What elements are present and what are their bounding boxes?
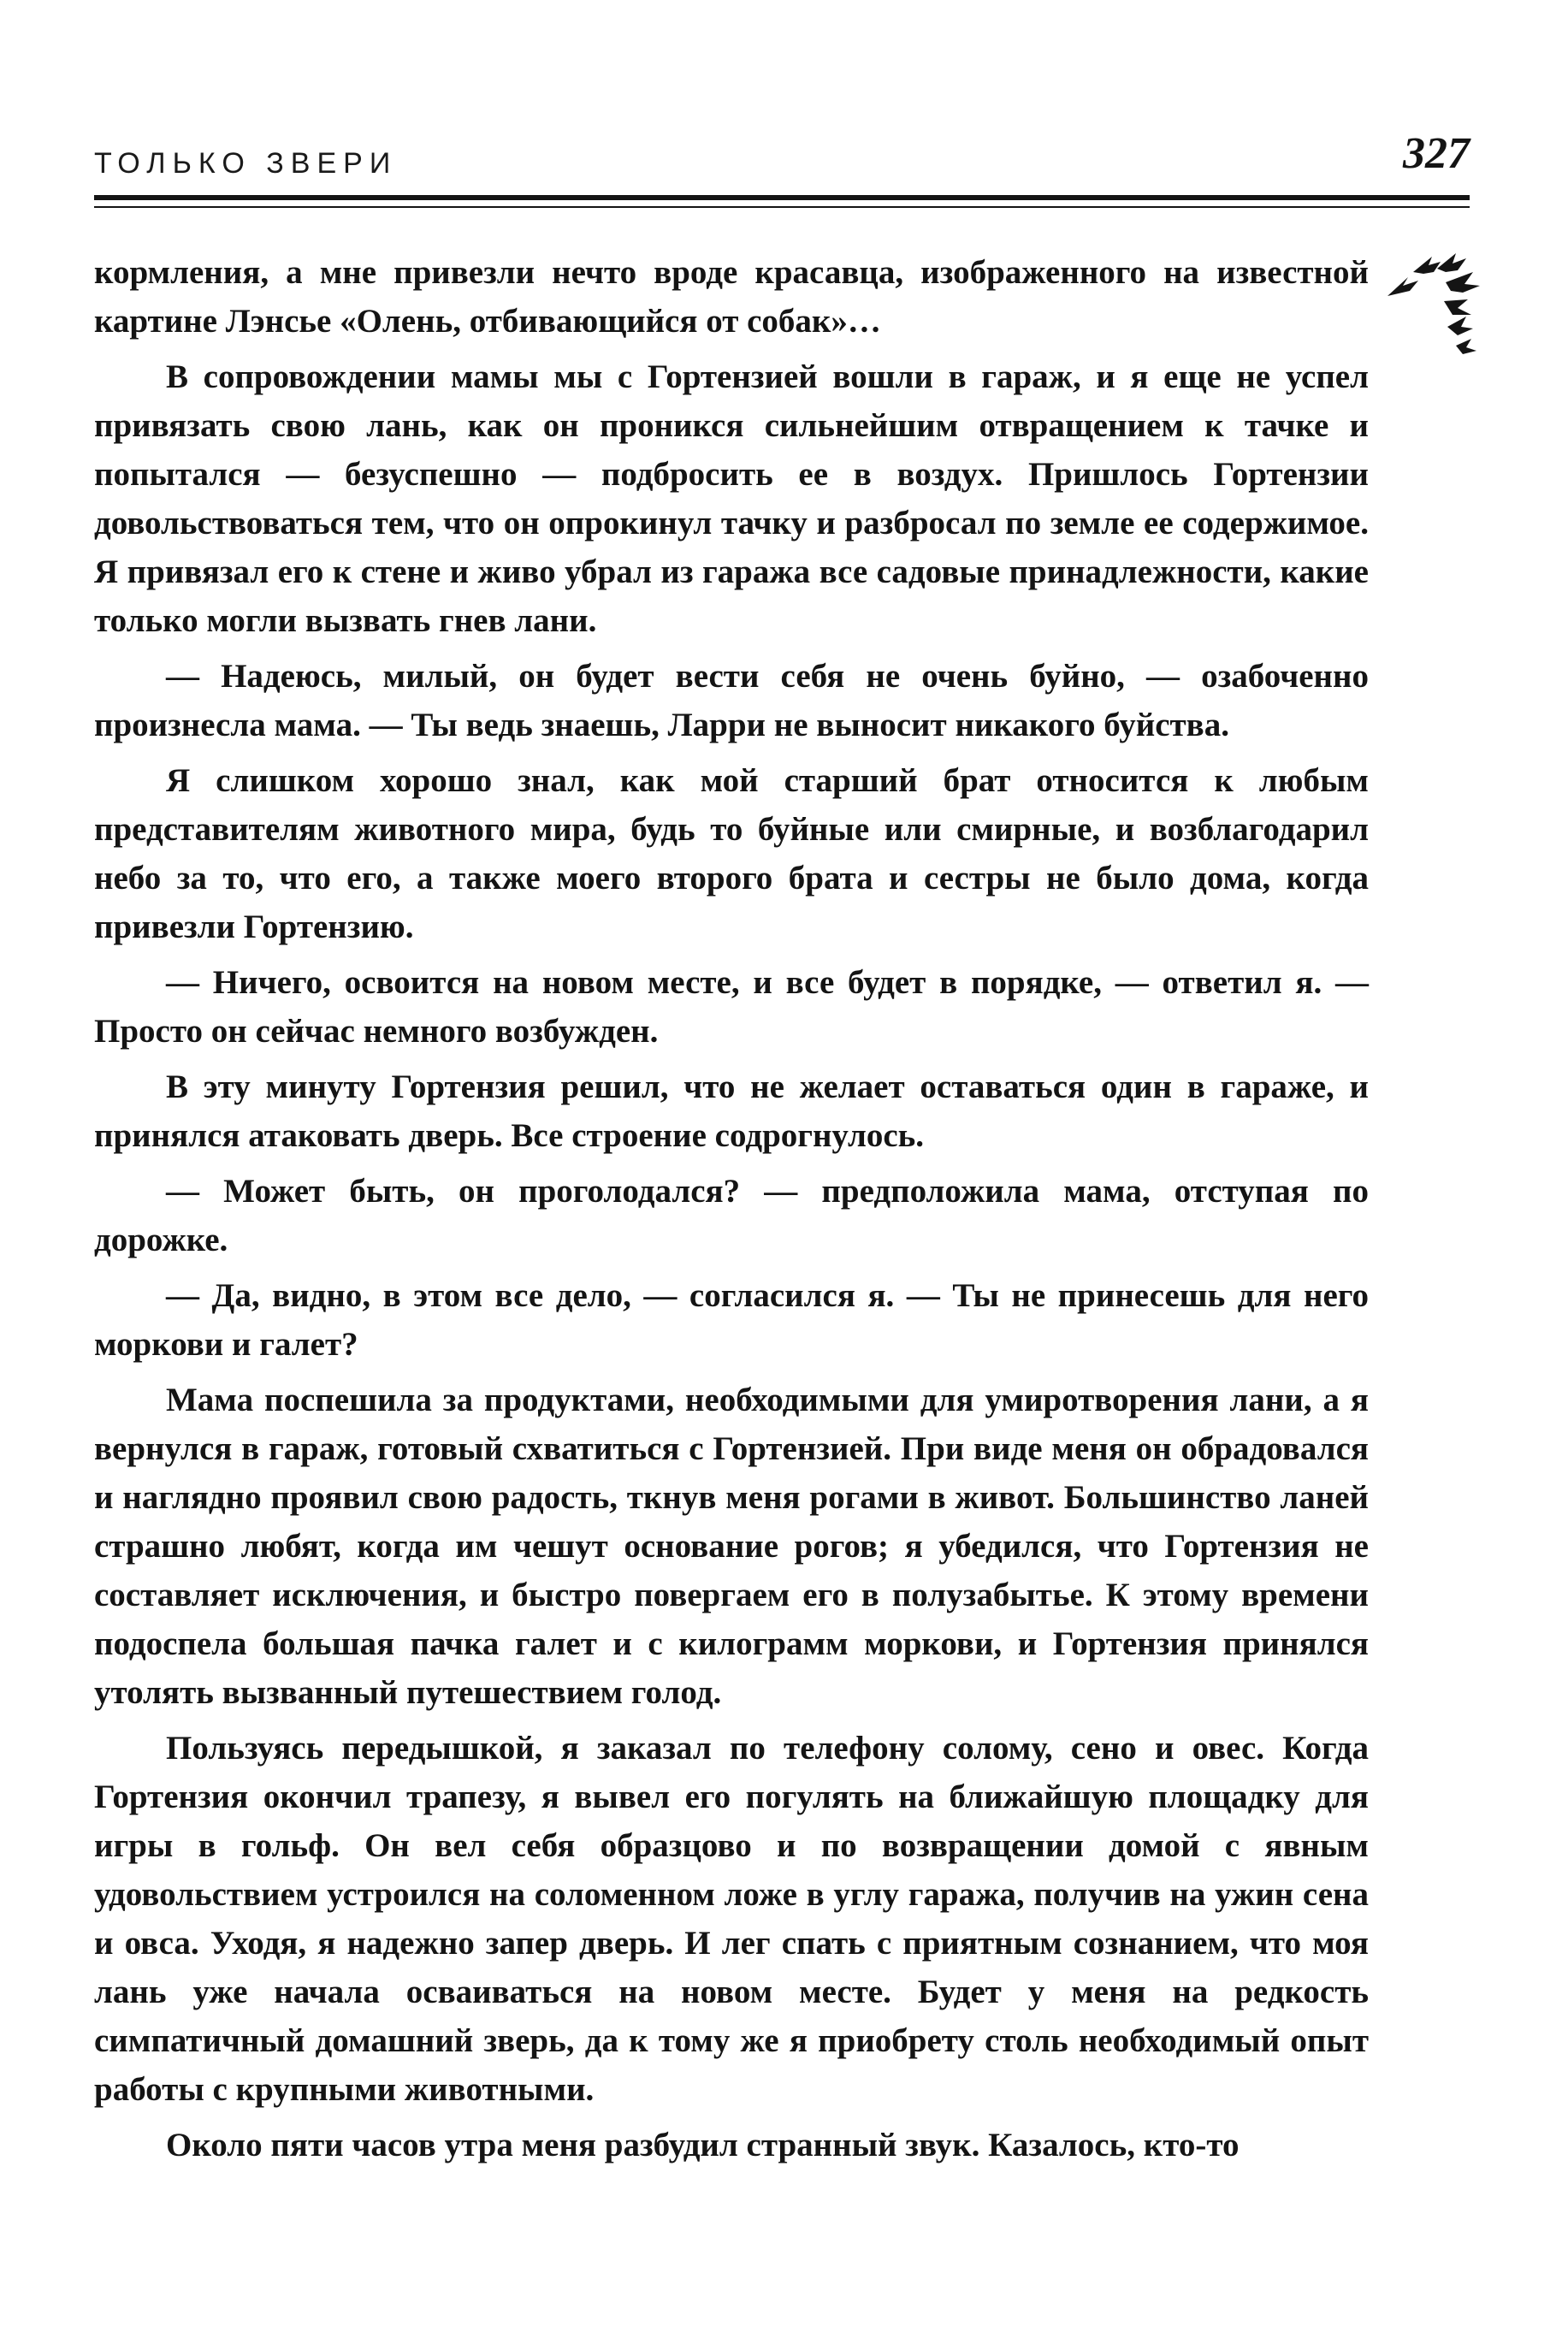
running-head (94, 128, 1470, 188)
paragraph: Пользуясь передышкой, я заказал по телефону солому, сено и овес. Когда Гортензия окончил трапезу, я вывел его погулять на ближайшую площадку для игры в гольф. Он вел себя образцово и по возвращении домой с явным удовольствием устроился на соломенном ложе в углу гаража, получив на ужин сена и овса. Уходя, я надежно запер дверь. И лег спать с приятным сознанием, что моя лань уже начала осваиваться на новом месте. Будет у меня на редкость симпатичный домашний зверь, да к тому же я приобрету столь необходимый опыт работы с крупными животными. (94, 1730, 1369, 2108)
paragraph: Я слишком хорошо знал, как мой старший брат относится к любым представителям животного мира, будь то буйные или смирные, и возблагодарил небо за то, что его, а также моего второго брата и сестры не было дома, когда привезли Гортензию. (94, 762, 1369, 945)
page-number: 327 (1403, 129, 1470, 178)
paragraph: кормления, а мне привезли нечто вроде красавца, изображенного на известной картине Лэнсье «Олень, отбивающийся от собак»… (94, 254, 1369, 340)
body-text (94, 248, 1369, 2176)
birds-flight-icon (1384, 246, 1487, 366)
running-title: ТОЛЬКО ЗВЕРИ (94, 147, 398, 180)
header-rule-thick (94, 195, 1470, 200)
paragraph: — Надеюсь, милый, он будет вести себя не очень буйно, — озабоченно произнесла мама. — Ты ведь знаешь, Ларри не выносит никакого буйства. (94, 658, 1369, 743)
paragraph: Около пяти часов утра меня разбудил странный звук. Казалось, кто-то (166, 2127, 1240, 2163)
paragraph: — Может быть, он проголодался? — предположила мама, отступая по дорожке. (94, 1173, 1369, 1258)
paragraph: В эту минуту Гортензия решил, что не желает оставаться один в гараже, и принялся атаковать дверь. Все строение содрогнулось. (94, 1068, 1369, 1154)
header-rule-thin (94, 206, 1470, 208)
paragraph: В сопровождении мамы мы с Гортензией вошли в гараж, и я еще не успел привязать свою лань, как он проникся сильнейшим отвращением к тачке и попытался — безуспешно — подбросить ее в воздух. Пришлось Гортензии довольствоваться тем, что он опрокинул тачку и разбросал по земле ее содержимое. Я привязал его к стене и живо убрал из гаража все садовые принадлежности, какие только могли вызвать гнев лани. (94, 358, 1369, 639)
paragraph: — Ничего, освоится на новом месте, и все будет в порядке, — ответил я. — Просто он сейчас немного возбужден. (94, 964, 1369, 1050)
paragraph: Мама поспешила за продуктами, необходимыми для умиротворения лани, а я вернулся в гараж, готовый схватиться с Гортензией. При виде меня он обрадовался и наглядно проявил свою радость, ткнув меня рогами в живот. Большинство ланей страшно любят, когда им чешут основание рогов; я убедился, что Гортензия не составляет исключения, и быстро повергаем его в полузабытье. К этому времени подоспела большая пачка галет и с килограмм моркови, и Гортензия принялся утолять вызванный путешествием голод. (94, 1382, 1369, 1711)
paragraph: — Да, видно, в этом все дело, — согласился я. — Ты не принесешь для него моркови и галет? (94, 1277, 1369, 1363)
